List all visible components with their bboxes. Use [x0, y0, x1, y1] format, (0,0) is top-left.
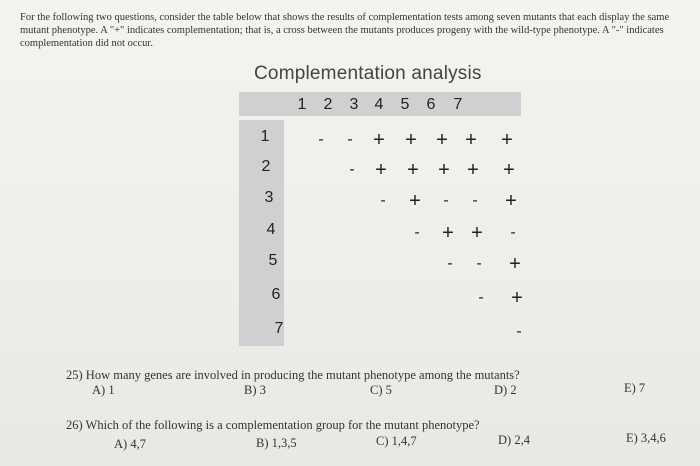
table-cell: +	[407, 159, 419, 181]
table-cell: +	[511, 287, 523, 309]
question-25: 25) How many genes are involved in producing the mutant phenotype among the mutants?	[66, 368, 520, 382]
column-header-2: 2	[323, 96, 333, 113]
column-header-1: 1	[297, 96, 307, 113]
table-cell: -	[318, 131, 324, 148]
table-cell: -	[472, 192, 478, 209]
table-title: Complementation analysis	[254, 63, 482, 84]
table-cell: -	[414, 224, 420, 241]
table-cell: +	[373, 129, 385, 151]
table-cell: +	[375, 159, 387, 181]
column-header-6: 6	[426, 96, 436, 113]
table-cell: -	[380, 192, 386, 209]
column-header-4: 4	[374, 96, 384, 113]
table-cell: -	[347, 131, 353, 148]
row-header-4: 4	[266, 221, 276, 238]
row-header-5: 5	[268, 252, 278, 269]
row-header-1: 1	[260, 128, 270, 145]
question-26: 26) Which of the following is a complementation group for the mutant phenotype?	[66, 418, 480, 432]
table-cell: -	[476, 255, 482, 272]
q26-option-c[interactable]: C) 1,4,7	[376, 434, 417, 448]
row-header-3: 3	[264, 189, 274, 206]
table-cell: +	[505, 190, 517, 212]
table-cell: -	[516, 323, 522, 340]
q26-option-a[interactable]: A) 4,7	[114, 437, 146, 451]
table-cell: +	[442, 222, 454, 244]
row-header-7: 7	[274, 320, 284, 337]
q26-option-d[interactable]: D) 2,4	[498, 433, 530, 447]
table-cell: +	[471, 222, 483, 244]
row-header-6: 6	[271, 286, 281, 303]
q25-option-b[interactable]: B) 3	[244, 383, 266, 397]
column-header-5: 5	[400, 96, 410, 113]
row-header-2: 2	[261, 158, 271, 175]
q25-option-e[interactable]: E) 7	[624, 381, 646, 395]
table-cell: +	[409, 190, 421, 212]
table-cell: +	[501, 129, 513, 151]
table-cell: -	[510, 224, 516, 241]
intro-paragraph: For the following two questions, consider the table below that shows the results of complementation tests among seven mutants that each display the same mutant phenotype. A "+" indicates complementation; that is, a cross between the mutants produces progeny with the wild-type phenotype. A "-" indicates complementation did not occur.	[20, 12, 670, 49]
table-cell: -	[443, 192, 449, 209]
table-cell: +	[503, 159, 515, 181]
table-cell: +	[509, 253, 521, 275]
q26-option-e[interactable]: E) 3,4,6	[626, 431, 666, 445]
q25-option-a[interactable]: A) 1	[92, 383, 115, 397]
table-cell: -	[478, 289, 484, 306]
column-header-3: 3	[349, 96, 359, 113]
table-cell: +	[405, 129, 417, 151]
table-cell: +	[465, 129, 477, 151]
q26-option-b[interactable]: B) 1,3,5	[256, 436, 297, 450]
q25-option-c[interactable]: C) 5	[370, 383, 392, 397]
table-cell: -	[349, 161, 355, 178]
table-cell: +	[438, 159, 450, 181]
column-header-7: 7	[453, 96, 463, 113]
table-cell: +	[467, 159, 479, 181]
table-cell: -	[447, 255, 453, 272]
q25-option-d[interactable]: D) 2	[494, 383, 517, 397]
table-cell: +	[436, 129, 448, 151]
